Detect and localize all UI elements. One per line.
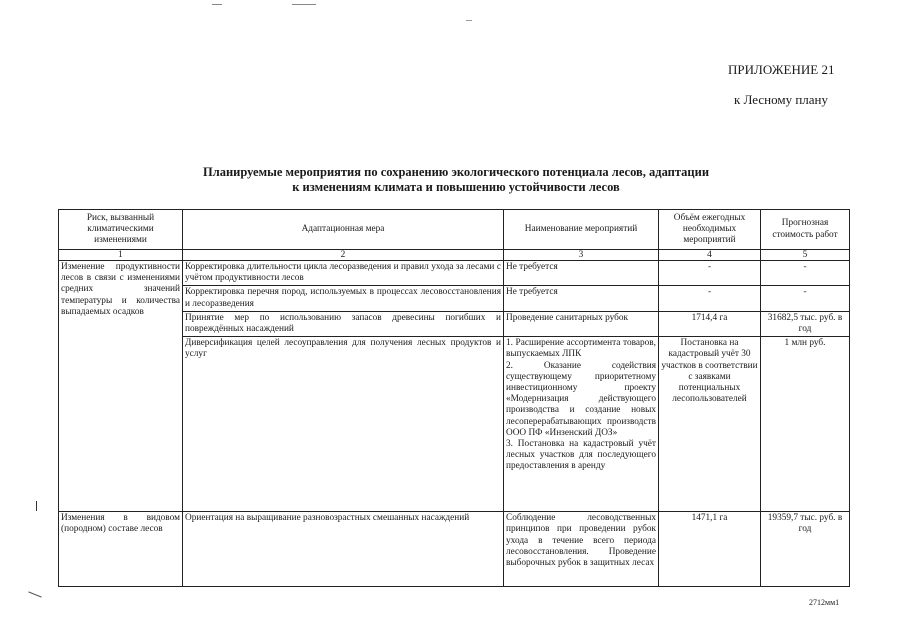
column-number: 1	[59, 250, 183, 261]
column-header-volume: Объём ежегодных необходимых мероприятий	[659, 210, 761, 250]
column-number: 5	[761, 250, 850, 261]
title-line-1: Планируемые мероприятия по сохранению экологического потенциала лесов, адаптации	[202, 165, 710, 179]
column-number: 4	[659, 250, 761, 261]
scan-mark	[28, 591, 41, 597]
table-header-row	[59, 210, 850, 250]
table-row	[59, 512, 850, 587]
measure-cell: Корректировка длительности цикла лесоразведения и правил ухода за лесами с учётом продуктивности лесов	[183, 261, 504, 286]
action-cell: Соблюдение лесоводственных принципов при проведении рубок ухода в течение всего периода лесовосстановления. Проведение выборочных рубок в защитных лесах	[504, 512, 659, 587]
volume-cell: 1714,4 га	[659, 311, 761, 336]
measure-cell: Принятие мер по использованию запасов древесины погибших и повреждённых насаждений	[183, 311, 504, 336]
title-line-2: к изменениям климата и повышению устойчивости лесов	[292, 180, 620, 194]
scan-mark	[466, 20, 472, 21]
appendix-number: ПРИЛОЖЕНИЕ 21	[728, 62, 835, 77]
action-cell: Проведение санитарных рубок	[504, 311, 659, 336]
page-title	[150, 165, 762, 195]
document-code: 2712мм1	[809, 598, 840, 607]
scan-mark	[212, 4, 222, 5]
column-number: 2	[183, 250, 504, 261]
measure-cell: Ориентация на выращивание разновозрастных смешанных насаждений	[183, 512, 504, 587]
cost-cell: 1 млн руб.	[761, 337, 850, 512]
scan-mark	[292, 4, 316, 5]
measure-cell: Корректировка перечня пород, используемых в процессах лесовосстановления и лесоразведения	[183, 286, 504, 311]
cost-cell: 19359,7 тыс. руб. в год	[761, 512, 850, 587]
cost-cell: -	[761, 261, 850, 286]
column-number-row	[59, 250, 850, 261]
volume-cell: -	[659, 261, 761, 286]
action-cell: Не требуется	[504, 286, 659, 311]
action-cell: 1. Расширение ассортимента товаров, выпускаемых ЛПК 2. Оказание содействия существующему приоритетному инвестиционному проекту «Модернизация действующего производства и создание новых лесоперерабатывающих производств ООО ПФ «Инзенский ДОЗ» 3. Постановка на кадастровый учёт лесных участков для последующего предоставления в аренду	[504, 337, 659, 512]
cost-cell: 31682,5 тыс. руб. в год	[761, 311, 850, 336]
volume-cell: -	[659, 286, 761, 311]
column-number: 3	[504, 250, 659, 261]
appendix-reference: к Лесному плану	[734, 92, 829, 107]
risk-cell: Изменения в видовом (породном) составе лесов	[59, 512, 183, 587]
measures-table	[58, 209, 850, 587]
cost-cell: -	[761, 286, 850, 311]
column-header-risk: Риск, вызванный климатическими изменениями	[59, 210, 183, 250]
table-row	[59, 261, 850, 286]
volume-cell: Постановка на кадастровый учёт 30 участков в соответствии с заявками потенциальных лесопользователей	[659, 337, 761, 512]
volume-cell: 1471,1 га	[659, 512, 761, 587]
column-header-measure: Адаптационная мера	[183, 210, 504, 250]
action-cell: Не требуется	[504, 261, 659, 286]
scan-mark	[36, 501, 37, 511]
column-header-action: Наименование мероприятий	[504, 210, 659, 250]
column-header-cost: Прогнозная стоимость работ	[761, 210, 850, 250]
measure-cell: Диверсификация целей лесоуправления для получения лесных продуктов и услуг	[183, 337, 504, 512]
risk-cell: Изменение продуктивности лесов в связи с изменениями средних значений температуры и количества выпадаемых осадков	[59, 261, 183, 512]
